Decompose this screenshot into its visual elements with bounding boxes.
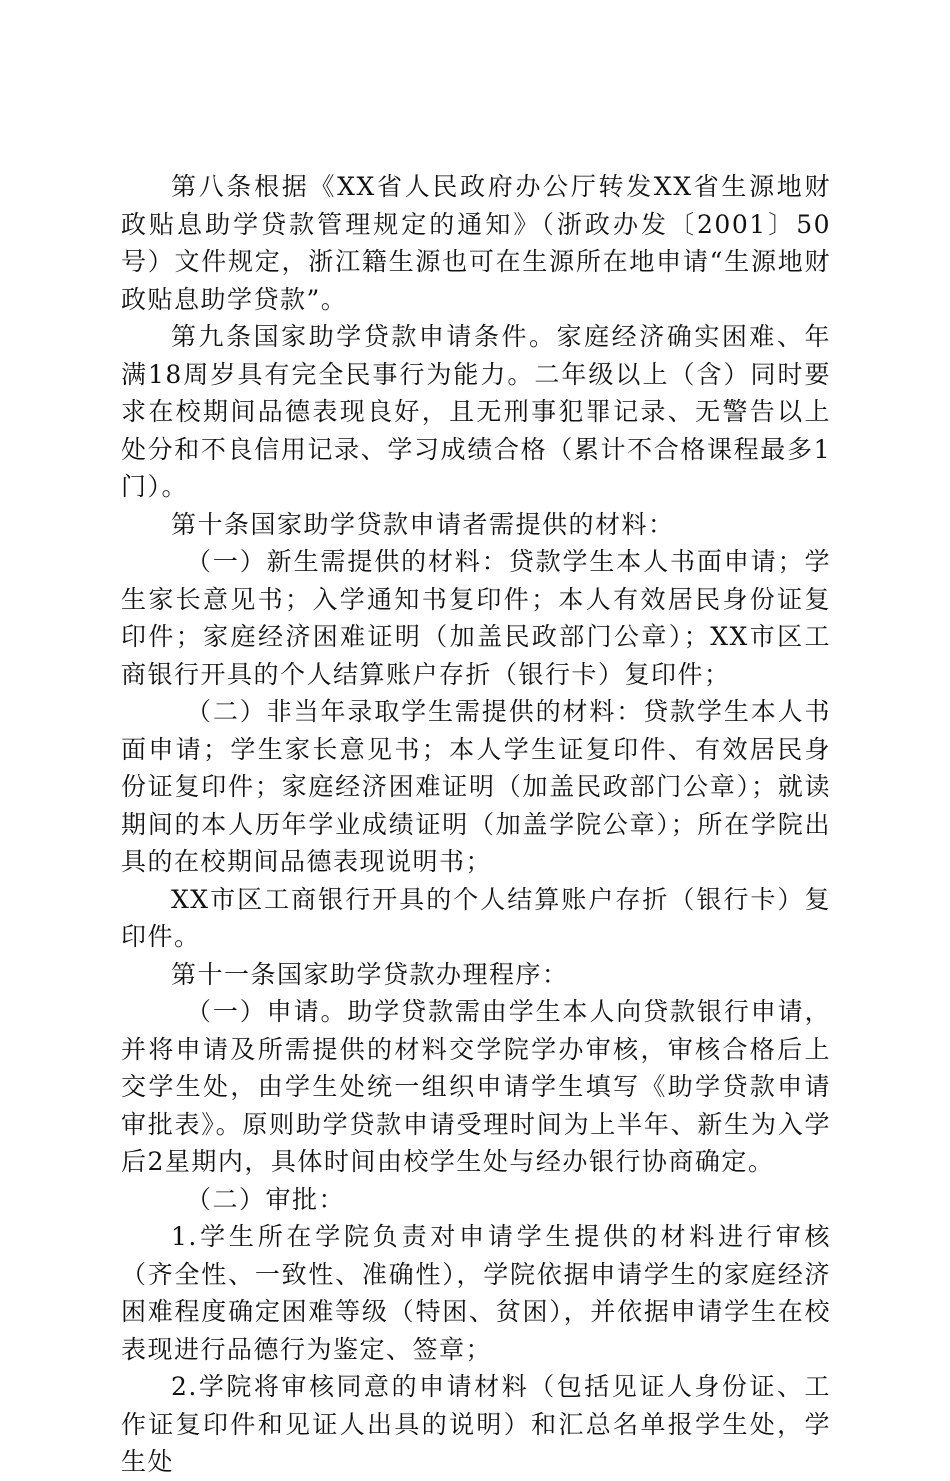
article-8-paragraph: 第八条根据《XX省人民政府办公厅转发XX省生源地财政贴息助学贷款管理规定的通知》（浙政办发〔2001〕50号）文件规定，浙江籍生源也可在生源所在地申请“生源地财政贴息助学贷款”。 [121, 172, 831, 314]
article-10-item-2: （二）非当年录取学生需提供的材料：贷款学生本人书面申请；学生家长意见书；本人学生证复印件、有效居民身份证复印件；家庭经济困难证明（加盖民政部门公章）；就读期间的本人历年学业成绩证明（加盖学院公章）；所在学院出具的在校期间品德表现说明书； [121, 697, 831, 876]
article-10-heading: 第十条国家助学贷款申请者需提供的材料： [171, 509, 675, 539]
article-11-item-2-point-1: 1.学生所在学院负责对申请学生提供的材料进行审核（齐全性、一致性、准确性），学院依据申请学生的家庭经济困难程度确定困难等级（特困、贫困），并依据申请学生在校表现进行品德行为鉴定、签章； [121, 1222, 831, 1364]
article-10-item-1: （一）新生需提供的材料：贷款学生本人书面申请；学生家长意见书；入学通知书复印件；本人有效居民身份证复印件；家庭经济困难证明（加盖民政部门公章）；XX市区工商银行开具的个人结算账户存折（银行卡）复印件； [121, 547, 831, 689]
article-11-item-1: （一）申请。助学贷款需由学生本人向贷款银行申请，并将申请及所需提供的材料交学院学办审核，审核合格后上交学生处，由学生处统一组织申请学生填写《助学贷款申请审批表》。原则助学贷款申请受理时间为上半年、新生为入学后2星期内，具体时间由校学生处与经办银行协商确定。 [121, 997, 831, 1176]
article-10-item-2-continued: XX市区工商银行开具的个人结算账户存折（银行卡）复印件。 [121, 884, 831, 951]
article-11-item-2-point-2: 2.学院将审核同意的申请材料（包括见证人身份证、工作证复印件和见证人出具的说明）和汇总名单报学生处，学生处 [121, 1372, 831, 1476]
article-11-item-2-heading: （二）审批： [186, 1184, 346, 1214]
article-11-heading: 第十一条国家助学贷款办理程序： [171, 959, 569, 989]
document-body [121, 168, 831, 1481]
article-9-paragraph: 第九条国家助学贷款申请条件。家庭经济确实困难、年满18周岁具有完全民事行为能力。二年级以上（含）同时要求在校期间品德表现良好，且无刑事犯罪记录、无警告以上处分和不良信用记录、学习成绩合格（累计不合格课程最多1门）。 [121, 322, 831, 501]
